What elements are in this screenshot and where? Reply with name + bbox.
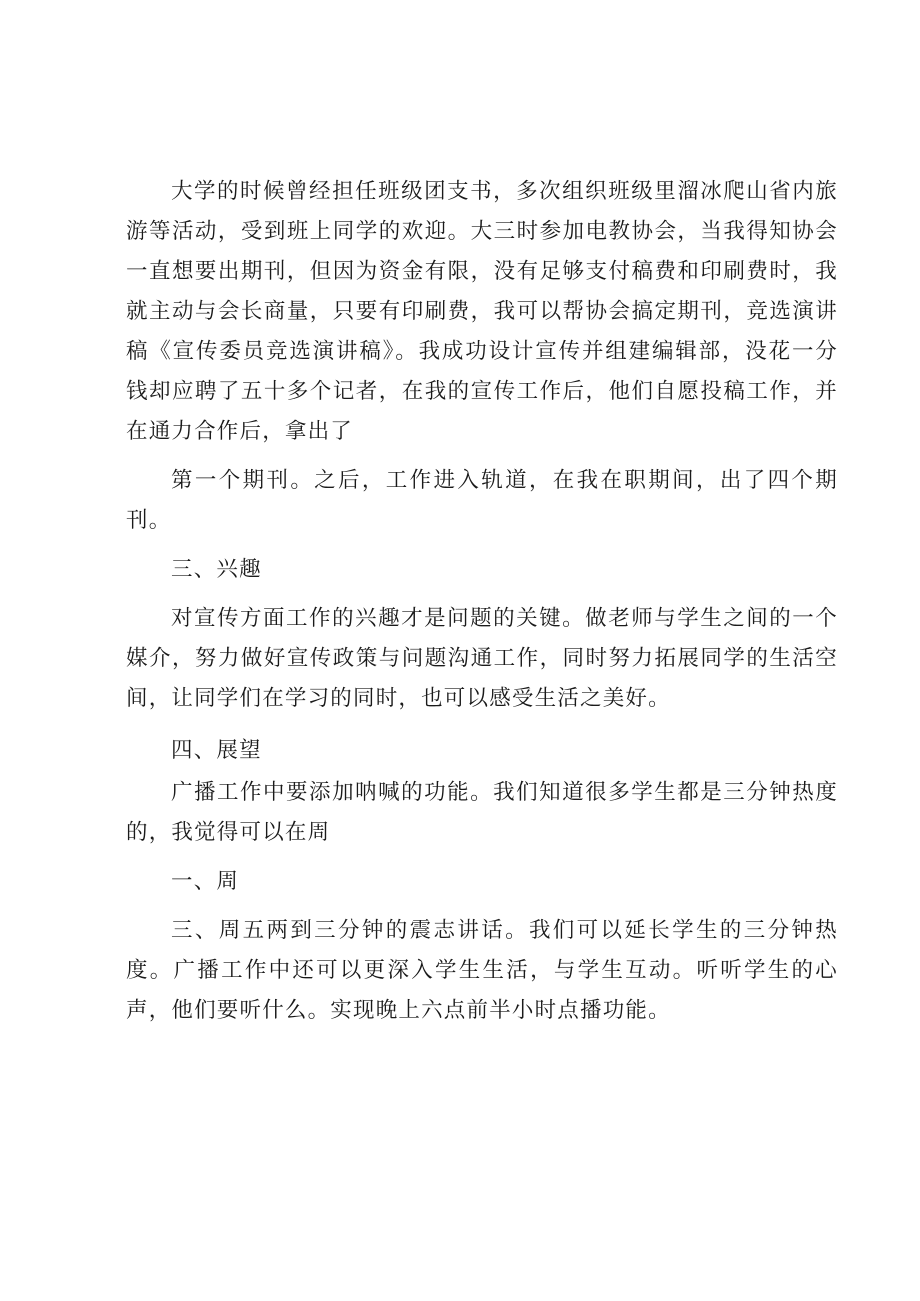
heading-outlook: 四、展望 xyxy=(171,738,262,763)
paragraph-interest: 对宣传方面工作的兴趣才是问题的关键。做老师与学生之间的一个媒介，努力做好宣传政策与问题沟通工作，同时努力拓展同学的生活空间，让同学们在学习的同时，也可以感受生活之美好。 xyxy=(126,606,838,711)
heading-interest: 三、兴趣 xyxy=(171,557,262,582)
paragraph-monday-wednesday: 一、周 xyxy=(171,869,240,894)
paragraph-outlook: 广播工作中要添加呐喊的功能。我们知道很多学生都是三分钟热度的，我觉得可以在周 xyxy=(126,780,838,845)
paragraph-first-journal: 第一个期刊。之后，工作进入轨道，在我在职期间，出了四个期刊。 xyxy=(126,468,838,533)
paragraph-friday-talks: 三、周五两到三分钟的震志讲话。我们可以延长学生的三分钟热度。广播工作中还可以更深入学生生活，与学生互动。听听学生的心声，他们要听什么。实现晚上六点前半小时点播功能。 xyxy=(126,918,838,1023)
document-body xyxy=(126,172,838,1031)
paragraph-student-union-experience: 大学的时候曾经担任班级团支书，多次组织班级里溜冰爬山省内旅游等活动，受到班上同学的欢迎。大三时参加电教协会，当我得知协会一直想要出期刊，但因为资金有限，没有足够支付稿费和印刷费时，我就主动与会长商量，只要有印刷费，我可以帮协会搞定期刊，竞选演讲稿《宣传委员竞选演讲稿》。我成功设计宣传并组建编辑部，没花一分钱却应聘了五十多个记者，在我的宣传工作后，他们自愿投稿工作，并在通力合作后，拿出了 xyxy=(126,179,838,444)
